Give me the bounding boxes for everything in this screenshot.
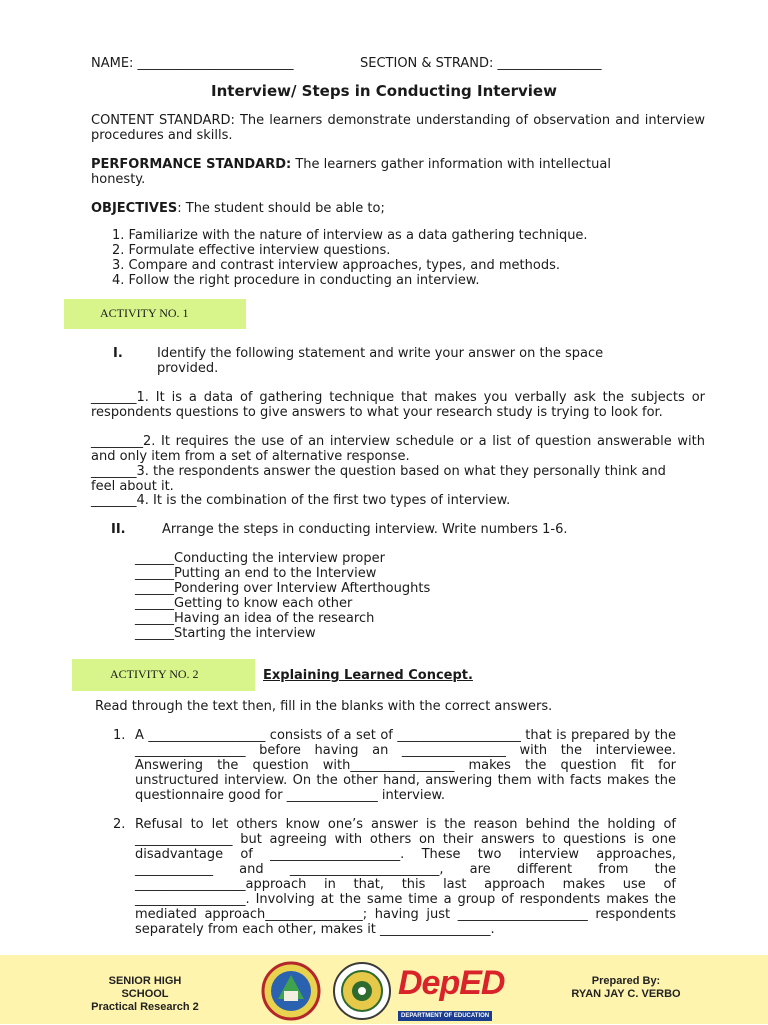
objective-item: 3. Compare and contrast interview approaches, types, and methods. [112, 258, 560, 273]
activity-2-instruction: Read through the text then, fill in the blanks with the correct answers. [95, 699, 553, 714]
fill-item-number: 1. [113, 728, 126, 743]
performance-standard-label: PERFORMANCE STANDARD: [91, 157, 292, 172]
step-item: ______Starting the interview [135, 626, 316, 641]
part-1-item: _______1. It is a data of gathering technique that makes you verbally ask the subjects or respondents questions to give answers to what your research study is trying to look for. [91, 390, 705, 420]
objective-item: 1. Familiarize with the nature of interview as a data gathering technique. [112, 228, 588, 243]
step-item: ______Putting an end to the Interview [135, 566, 377, 581]
part-1-instruction: Identify the following statement and write your answer on the space provided. [157, 346, 604, 376]
activity-2-label: ACTIVITY NO. 2 [72, 659, 255, 691]
step-item: ______Conducting the interview proper [135, 551, 385, 566]
fill-item-text: A __________________ consists of a set of ___________________ that is prepared by the _________________ before having an ________________ with the interviewee. Answering the question with________________ makes the question fit for unstructured interview. On the other hand, answering them with facts makes the questionnaire good for ______________ interview. [135, 728, 676, 803]
performance-standard-text: The learners gather information with intellectual honesty. [91, 157, 611, 187]
content-standard-label: CONTENT STANDARD [91, 113, 231, 128]
page-title: Interview/ Steps in Conducting Interview [211, 82, 557, 100]
fill-item-text: Refusal to let others know one’s answer is the reason behind the holding of _______________ but agreeing with others on their answers to questions is one disadvantage of ____________________. These two interview approaches, ____________ and _______________________, are different from the _________________approach in that, this last approach makes use of _________________. Involving at the same time a group of respondents makes the mediated approach_______________; having just ____________________ respondents separately from each other, makes it _________________. [135, 817, 676, 937]
performance-standard [91, 157, 636, 187]
objectives-text: : The student should be able to; [177, 201, 385, 216]
section-strand-field-label: SECTION & STRAND: ________________ [360, 56, 602, 71]
footer-prepared-by: Prepared By: [591, 975, 661, 987]
deped-logo-wordmark: DepED [398, 964, 505, 1002]
footer-band [0, 955, 768, 1024]
objective-item: 4. Follow the right procedure in conducting an interview. [112, 273, 480, 288]
step-item: ______Pondering over Interview Afterthoughts [135, 581, 431, 596]
part-1-item: _______4. It is the combination of the first two types of interview. [91, 493, 511, 508]
footer-school-block [85, 975, 205, 1014]
footer-subject-line: Practical Research 2 [91, 1001, 199, 1013]
activity-2-heading: Explaining Learned Concept. [263, 668, 473, 683]
steps-list [135, 551, 430, 641]
step-item: ______Having an idea of the research [135, 611, 375, 626]
objectives-label: OBJECTIVES [91, 201, 178, 216]
content-standard [91, 113, 705, 143]
name-field-label: NAME: ________________________ [91, 56, 294, 71]
step-item: ______Getting to know each other [135, 596, 353, 611]
objectives-list [112, 228, 588, 288]
part-1-item: ________2. It requires the use of an interview schedule or a list of question answerable with and only item from a set of alternative response. [91, 434, 705, 464]
part-1-item: _______3. the respondents answer the question based on what they personally think and feel about it. [91, 464, 666, 494]
objective-item: 2. Formulate effective interview questions. [112, 243, 391, 258]
footer-author-block [556, 975, 696, 1001]
part-2-instruction: Arrange the steps in conducting interview. Write numbers 1-6. [162, 522, 568, 537]
footer-author-name: RYAN JAY C. VERBO [571, 988, 681, 1000]
activity-1-label: ACTIVITY NO. 1 [64, 299, 246, 329]
deped-logo-tagline: DEPARTMENT OF EDUCATION [398, 1011, 492, 1021]
part-1-numeral: I. [113, 346, 123, 361]
objectives [91, 201, 385, 216]
content-standard-text: : The learners demonstrate understanding of observation and interview procedures and skills. [91, 113, 705, 143]
fill-item-number: 2. [113, 817, 126, 832]
footer-school-line: SENIOR HIGH SCHOOL [108, 975, 182, 1000]
school-seal-logo [258, 961, 324, 1021]
deped-logo [398, 964, 510, 1019]
part-2-numeral: II. [111, 522, 126, 537]
division-seal-logo [331, 961, 393, 1021]
